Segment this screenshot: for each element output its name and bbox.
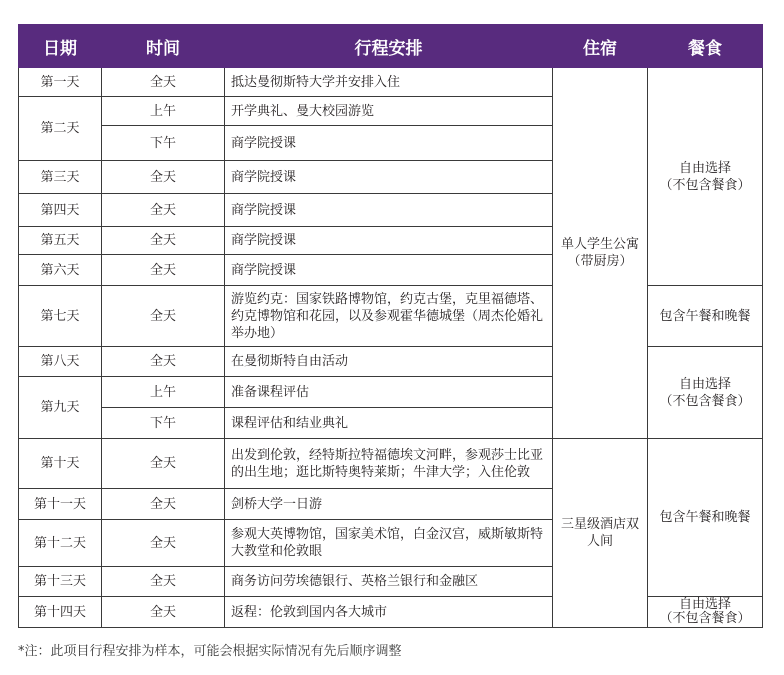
table-row [19,597,763,628]
time-cell: 全天 [102,286,225,347]
table-row [19,286,763,347]
day-cell: 第七天 [19,286,102,347]
header-date: 日期 [19,25,102,68]
day-cell: 第十一天 [19,489,102,520]
itinerary-table-container [18,24,762,628]
activity-cell: 商学院授课 [225,161,553,194]
activity-cell: 商务访问劳埃德银行、英格兰银行和金融区 [225,567,553,597]
activity-cell: 抵达曼彻斯特大学并安排入住 [225,68,553,97]
day-cell: 第四天 [19,194,102,227]
time-cell: 下午 [102,126,225,161]
itinerary-table [18,24,763,628]
time-cell: 全天 [102,567,225,597]
meals-label: 自由选择 （不包含餐食） [659,376,751,409]
meals-cell [648,347,763,439]
day-cell: 第十天 [19,439,102,489]
activity-cell: 开学典礼、曼大校园游览 [225,97,553,126]
day-cell: 第二天 [19,97,102,161]
time-cell: 全天 [102,439,225,489]
activity-cell: 返程：伦敦到国内各大城市 [225,597,553,628]
footnote: *注：此项目行程安排为样本，可能会根据实际情况有先后顺序调整 [18,644,402,659]
activity-cell: 在曼彻斯特自由活动 [225,347,553,377]
activity-cell: 商学院授课 [225,227,553,255]
activity-cell: 游览约克：国家铁路博物馆，约克古堡，克里福德塔、约克博物馆和花园，以及参观霍华德城堡（周杰伦婚礼举办地） [225,286,553,347]
time-cell: 全天 [102,255,225,286]
time-cell: 下午 [102,408,225,439]
day-cell: 第十二天 [19,520,102,567]
header-time: 时间 [102,25,225,68]
header-meals: 餐食 [648,25,763,68]
accommodation-cell [553,439,648,628]
meals-cell [648,439,763,597]
activity-cell: 准备课程评估 [225,377,553,408]
header-accommodation: 住宿 [553,25,648,68]
time-cell: 全天 [102,520,225,567]
day-cell: 第八天 [19,347,102,377]
activity-cell: 商学院授课 [225,126,553,161]
day-cell: 第十四天 [19,597,102,628]
meals-cell [648,68,763,286]
header-itinerary: 行程安排 [225,25,553,68]
time-cell: 上午 [102,97,225,126]
day-cell: 第五天 [19,227,102,255]
time-cell: 全天 [102,194,225,227]
activity-cell: 课程评估和结业典礼 [225,408,553,439]
accommodation-label: 三星级酒店双人间 [560,517,639,549]
meals-cell [648,286,763,347]
time-cell: 全天 [102,597,225,628]
activity-cell: 商学院授课 [225,194,553,227]
time-cell: 全天 [102,68,225,97]
time-cell: 全天 [102,161,225,194]
activity-cell: 参观大英博物馆，国家美术馆，白金汉宫，威斯敏斯特大教堂和伦敦眼 [225,520,553,567]
activity-cell: 剑桥大学一日游 [225,489,553,520]
header-row [19,25,763,68]
table-row [19,68,763,97]
day-cell: 第一天 [19,68,102,97]
meals-label: 自由选择 （不包含餐食） [659,597,751,626]
accommodation-cell [553,68,648,439]
day-cell: 第九天 [19,377,102,439]
meals-label: 包含午餐和晚餐 [659,308,751,324]
time-cell: 全天 [102,347,225,377]
day-cell: 第十三天 [19,567,102,597]
table-row [19,347,763,377]
day-cell: 第六天 [19,255,102,286]
accommodation-label: 单人学生公寓 （带厨房） [560,237,639,269]
table-row [19,439,763,489]
time-cell: 全天 [102,489,225,520]
activity-cell: 商学院授课 [225,255,553,286]
meals-cell [648,597,763,628]
activity-cell: 出发到伦敦，经特斯拉特福德埃文河畔，参观莎士比亚的出生地；逛比斯特奥特莱斯；牛津大学；入住伦敦 [225,439,553,489]
meals-label: 包含午餐和晚餐 [659,510,751,525]
time-cell: 全天 [102,227,225,255]
meals-label: 自由选择 （不包含餐食） [659,160,751,193]
day-cell: 第三天 [19,161,102,194]
time-cell: 上午 [102,377,225,408]
